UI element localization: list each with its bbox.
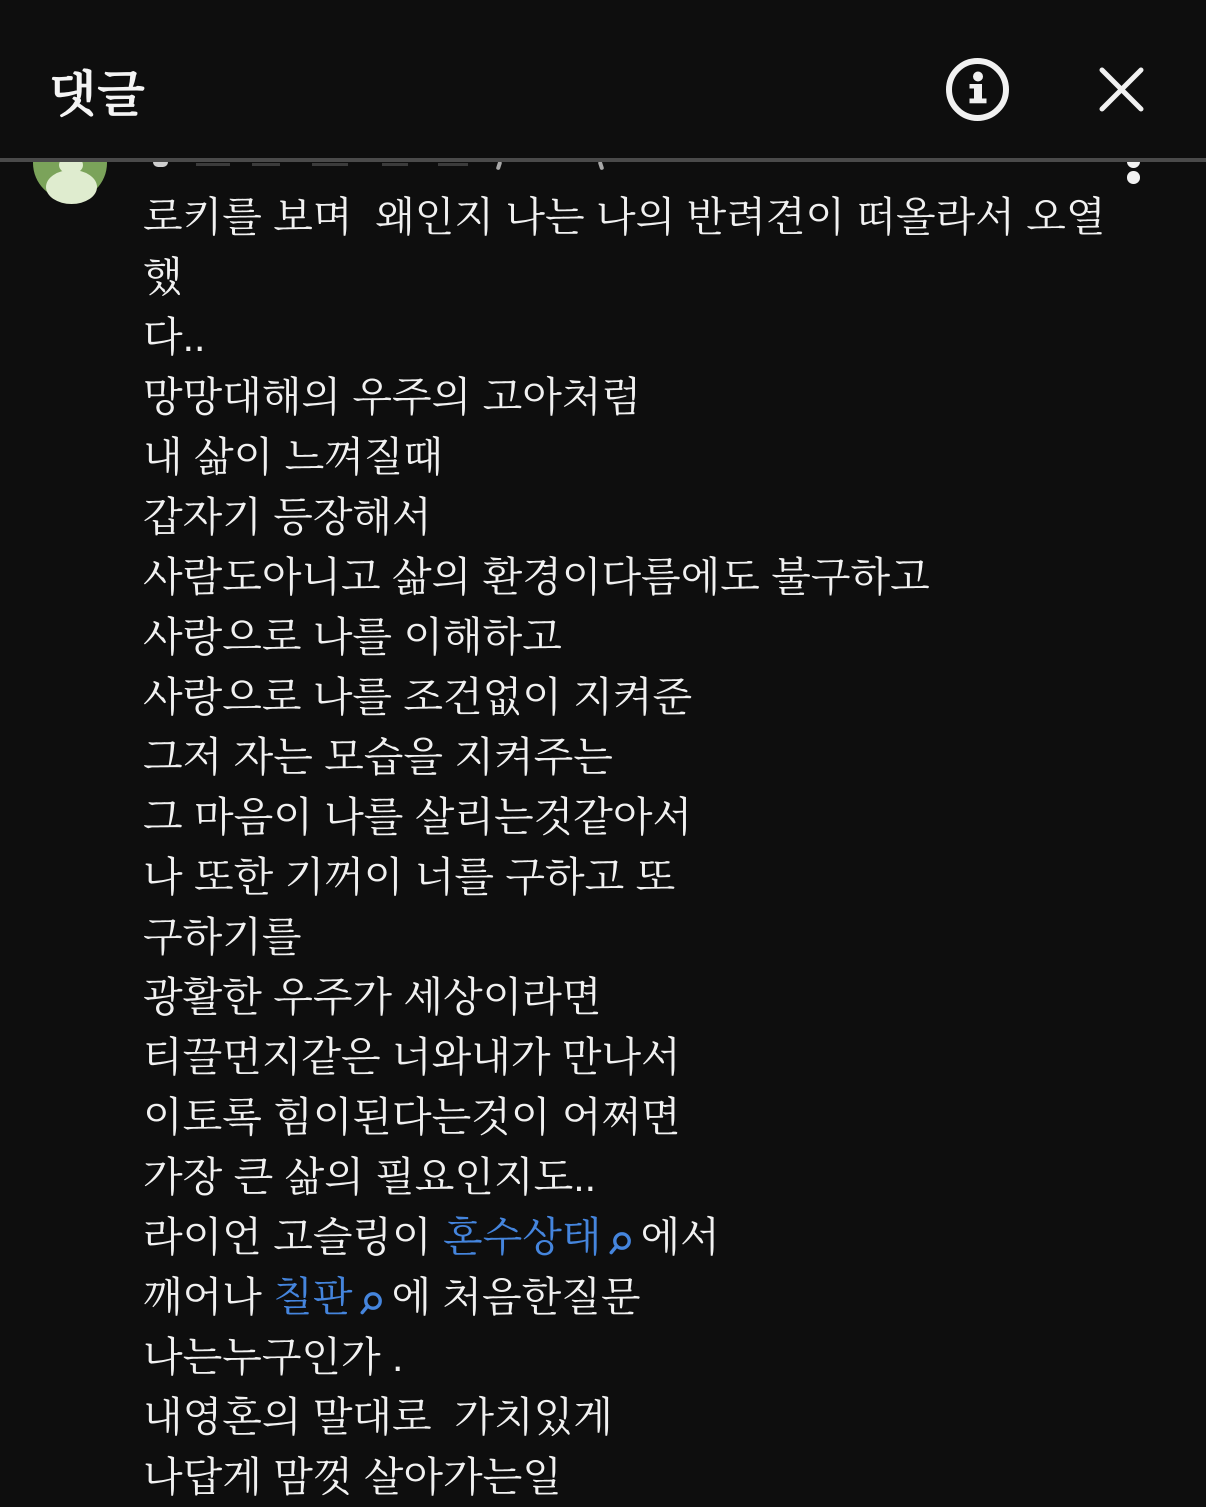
comment-line (143, 1207, 1128, 1267)
comment-text: 광활한 우주가 세상이라면 (143, 974, 602, 1020)
panel-title: 댓글 (49, 68, 146, 122)
comment-text: 그저 자는 모습을 지켜주는 (143, 734, 613, 780)
comment-text: 내영혼의 말대로 가치있게 (143, 1394, 613, 1440)
comment-line (143, 1327, 1128, 1387)
comment-text: 나답게 맘껏 살아가는일 (143, 1454, 562, 1500)
search-term-link[interactable]: 칠판 (273, 1274, 353, 1320)
info-button[interactable] (944, 56, 1011, 123)
comment-text: 구하기를 (143, 914, 302, 960)
close-x-icon (1096, 103, 1147, 118)
comments-header (0, 0, 1206, 162)
comment-text: 티끌먼지같은 너와내가 만나서 (143, 1034, 681, 1080)
comment-line (143, 727, 1128, 787)
clipped-username-remnant (438, 163, 468, 166)
comment-line (143, 847, 1128, 907)
comment-text: 로키를 보며 왜인지 나는 나의 반려견이 떠올라서 오열했 (143, 194, 1106, 300)
comment-line (143, 667, 1128, 727)
comment-text: 그 마음이 나를 살리는것같아서 (143, 794, 693, 840)
comment-text: 나는누구인가 . (143, 1334, 404, 1380)
comment-line (143, 427, 1128, 487)
comment-text: 갑자기 등장해서 (143, 494, 432, 540)
comment-line (143, 1447, 1128, 1507)
comment-text: 라이언 고슬링이 (143, 1214, 444, 1260)
clipped-username-remnant (153, 162, 168, 167)
comment-line (143, 1027, 1128, 1087)
search-icon (357, 1274, 384, 1301)
comment-line (143, 547, 1128, 607)
clipped-username-remnant (382, 163, 408, 166)
info-circle-icon (944, 111, 1011, 126)
clipped-username-remnant (196, 163, 230, 166)
comment-text: 망망대해의 우주의 고아처럼 (143, 374, 642, 420)
comment-text: 깨어나 (143, 1274, 274, 1320)
search-term-link[interactable]: 혼수상태 (443, 1214, 602, 1260)
comment-line (143, 307, 1128, 367)
comment-text: 나 또한 기꺼이 너를 구하고 또 (143, 854, 676, 900)
comment-line (143, 967, 1128, 1027)
comment-line (143, 907, 1128, 967)
comment-text: 사랑으로 나를 조건없이 지켜준 (143, 674, 693, 720)
avatar-figure-body (46, 170, 97, 204)
comment-line (143, 1147, 1128, 1207)
comment-text: 다.. (143, 314, 206, 360)
clipped-username-remnant (252, 163, 280, 166)
comment-text: 사랑으로 나를 이해하고 (143, 614, 562, 660)
comment-text: 사람도아니고 삶의 환경이다름에도 불구하고 (143, 554, 930, 600)
comment-line (143, 1087, 1128, 1147)
comment-body (143, 187, 1128, 1507)
clipped-username-remnant (598, 161, 605, 171)
comment-line (143, 487, 1128, 547)
comment-text: 에 처음한질문 (391, 1274, 641, 1320)
close-button[interactable] (1096, 64, 1147, 115)
comment-text: 에서 (640, 1214, 720, 1260)
dot (1127, 171, 1140, 184)
comment-line (143, 187, 1128, 307)
comment-text: 가장 큰 삶의 필요인지도.. (143, 1154, 597, 1200)
comment-line (143, 607, 1128, 667)
comment-line (143, 1267, 1128, 1327)
clipped-username-remnant (312, 163, 348, 166)
comment-text: 이토록 힘이된다는것이 어쩌면 (143, 1094, 681, 1140)
comment-line (143, 367, 1128, 427)
search-icon (606, 1214, 633, 1241)
clipped-username-remnant (496, 161, 503, 171)
comment-line (143, 787, 1128, 847)
comment-line (143, 1387, 1128, 1447)
comment-text: 내 삶이 느껴질때 (143, 434, 444, 480)
